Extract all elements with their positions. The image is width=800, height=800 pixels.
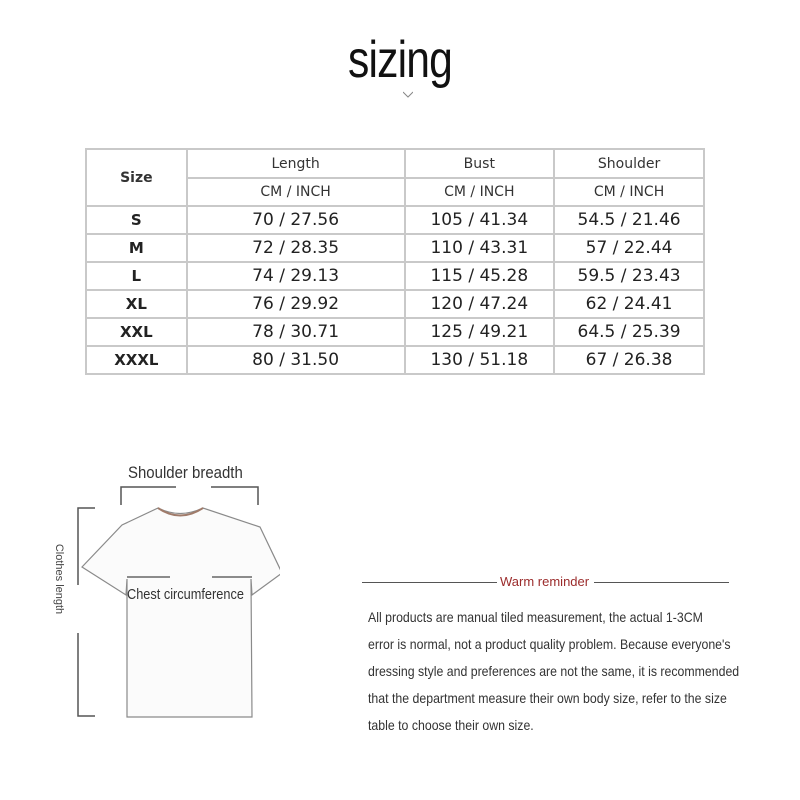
cell-length: 72 / 28.35 (187, 234, 405, 262)
column-header-length: Length (187, 149, 405, 178)
cell-size: XXXL (86, 346, 187, 374)
chevron-down-icon (403, 89, 413, 99)
cell-bust: 120 / 47.24 (405, 290, 555, 318)
reminder-line: that the department measure their own body size, refer to the size (368, 690, 727, 706)
clothes-length-label: Clothes length (53, 543, 66, 615)
divider-left (362, 582, 497, 583)
cell-shoulder: 64.5 / 25.39 (554, 318, 704, 346)
cell-length: 78 / 30.71 (187, 318, 405, 346)
cell-size: L (86, 262, 187, 290)
cell-bust: 105 / 41.34 (405, 206, 555, 234)
table-header-row (86, 149, 704, 178)
cell-size: XL (86, 290, 187, 318)
shoulder-breadth-label: Shoulder breadth (128, 463, 243, 482)
table-row (86, 234, 704, 262)
cell-shoulder: 57 / 22.44 (554, 234, 704, 262)
tshirt-measurement-diagram (53, 455, 280, 735)
cell-shoulder: 59.5 / 23.43 (554, 262, 704, 290)
unit-bust: CM / INCH (405, 178, 555, 206)
cell-bust: 130 / 51.18 (405, 346, 555, 374)
warm-reminder-title: Warm reminder (500, 574, 590, 589)
table-row (86, 262, 704, 290)
cell-size: M (86, 234, 187, 262)
cell-shoulder: 67 / 26.38 (554, 346, 704, 374)
cell-bust: 115 / 45.28 (405, 262, 555, 290)
column-header-bust: Bust (405, 149, 555, 178)
cell-length: 70 / 27.56 (187, 206, 405, 234)
table-row (86, 206, 704, 234)
cell-size: S (86, 206, 187, 234)
divider-right (594, 582, 729, 583)
column-header-shoulder: Shoulder (554, 149, 704, 178)
reminder-line: table to choose their own size. (368, 717, 534, 733)
reminder-line: error is normal, not a product quality problem. Because everyone's (368, 636, 731, 652)
cell-shoulder: 62 / 24.41 (554, 290, 704, 318)
cell-shoulder: 54.5 / 21.46 (554, 206, 704, 234)
cell-length: 76 / 29.92 (187, 290, 405, 318)
warm-reminder-heading (362, 572, 732, 592)
table-row (86, 318, 704, 346)
cell-bust: 110 / 43.31 (405, 234, 555, 262)
unit-length: CM / INCH (187, 178, 405, 206)
cell-length: 80 / 31.50 (187, 346, 405, 374)
unit-shoulder: CM / INCH (554, 178, 704, 206)
table-row (86, 290, 704, 318)
reminder-text (368, 604, 788, 739)
reminder-line: All products are manual tiled measurement, the actual 1-3CM (368, 609, 703, 625)
page-title: sizing (347, 31, 453, 89)
size-chart-table (85, 148, 705, 375)
chest-circumference-label: Chest circumference (127, 586, 244, 603)
cell-size: XXL (86, 318, 187, 346)
cell-length: 74 / 29.13 (187, 262, 405, 290)
cell-bust: 125 / 49.21 (405, 318, 555, 346)
column-header-size: Size (86, 149, 187, 206)
table-row (86, 346, 704, 374)
reminder-line: dressing style and preferences are not the same, it is recommended (368, 663, 740, 679)
